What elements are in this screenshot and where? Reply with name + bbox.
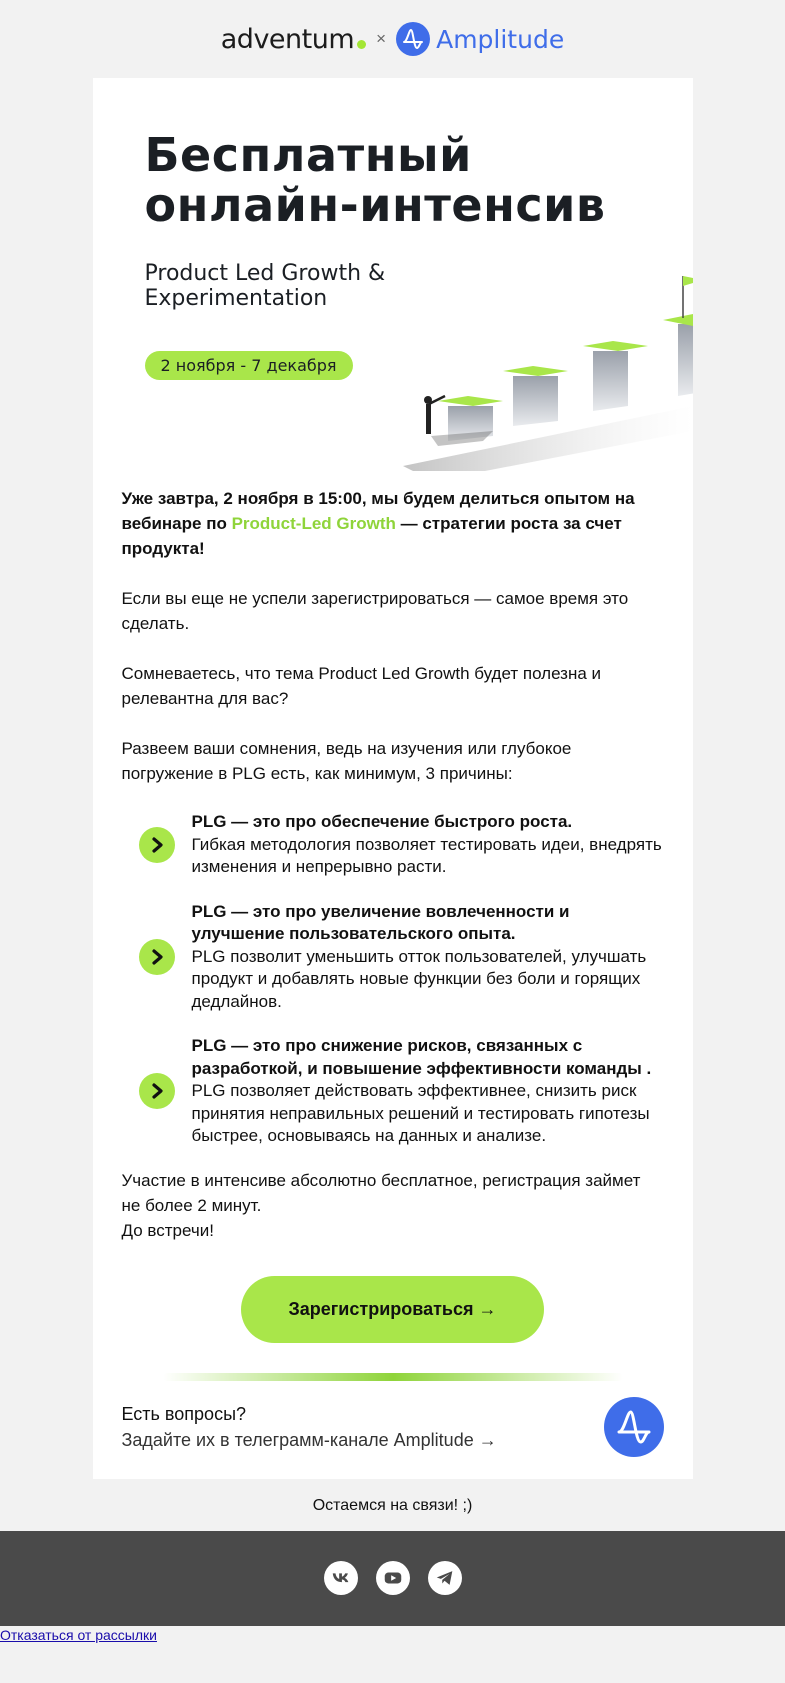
amplitude-icon[interactable]: [604, 1397, 664, 1457]
footer-socials: [0, 1531, 785, 1626]
dates-badge: 2 ноября - 7 декабря: [145, 351, 353, 380]
reason-title: PLG — это про снижение рисков, связанных с разработкой, и повышение эффективности команды .: [191, 1036, 652, 1078]
reason-text: PLG позволяет действовать эффективнее, снизить риск принятия неправильных решений и тестировать гипотезы быстрее, основываясь на данных и анализе.: [191, 1081, 650, 1145]
email-card: [93, 78, 693, 1479]
content: [93, 471, 693, 1243]
reason-text: Гибкая методология позволяет тестировать идеи, внедрять изменения и непрерывно расти.: [191, 834, 662, 876]
telegram-icon[interactable]: [428, 1561, 462, 1595]
arrow-right-icon: [139, 827, 175, 863]
telegram-channel-link[interactable]: Задайте их в телеграмм-канале Amplitude →: [121, 1429, 497, 1450]
register-button[interactable]: Зарегистрироваться →: [241, 1276, 544, 1343]
reason-item: [122, 811, 664, 879]
closing-text: Участие в интенсиве абсолютно бесплатное, регистрация займет не более 2 минут. До встречи!: [121, 1170, 641, 1240]
amplitude-icon: [396, 22, 430, 56]
reason-text: PLG позволит уменьшить отток пользователей, улучшать продукт и добавлять новые функции без боли и горящих дедлайнов.: [191, 946, 647, 1011]
questions-title: Есть вопросы?: [121, 1403, 247, 1424]
hero-title: Бесплатный онлайн-интенсив: [144, 128, 606, 232]
questions-block: [93, 1381, 693, 1479]
stay-connected: Остаемся на связи! ;): [312, 1496, 473, 1514]
paragraph-register: Если вы еще не успели зарегистрироваться — самое время это сделать.: [121, 589, 629, 633]
arrow-right-icon: [139, 1073, 175, 1109]
reason-title: PLG — это про обеспечение быстрого роста.: [191, 812, 573, 831]
reason-title: PLG — это про увеличение вовлеченности и улучшение пользовательского опыта.: [191, 901, 570, 943]
arrow-right-icon: [139, 939, 175, 975]
hero-banner: [93, 78, 693, 471]
vk-icon[interactable]: [324, 1561, 358, 1595]
gradient-divider: [163, 1373, 623, 1381]
header-logos: [0, 0, 785, 78]
paragraph-reasons-intro: Развеем ваши сомнения, ведь на изучения или глубокое погружение в PLG есть, как минимум, 3 причины:: [121, 739, 572, 783]
adventum-logo: adventum: [221, 24, 366, 55]
reason-item: [122, 901, 664, 1014]
highlight-plg: Product-Led Growth: [231, 514, 396, 533]
lead-paragraph: Уже завтра, 2 ноября в 15:00, мы будем делиться опытом на вебинаре по Product-Led Growth — стратегии роста за счет продукта!: [121, 489, 635, 558]
logo-dot: [357, 40, 366, 49]
unsubscribe-link[interactable]: Отказаться от рассылки: [0, 1626, 157, 1643]
cta-wrap: [93, 1276, 693, 1343]
stairs-illustration: [343, 256, 693, 471]
youtube-icon[interactable]: [376, 1561, 410, 1595]
logo-separator: ×: [376, 29, 387, 48]
amplitude-logo: Amplitude: [396, 22, 564, 56]
reasons-list: [122, 811, 664, 1148]
hero-subtitle: Product Led Growth & Experimentation: [144, 261, 386, 311]
reason-item: [122, 1035, 664, 1148]
paragraph-doubts: Сомневаетесь, что тема Product Led Growth будет полезна и релевантна для вас?: [121, 664, 602, 708]
